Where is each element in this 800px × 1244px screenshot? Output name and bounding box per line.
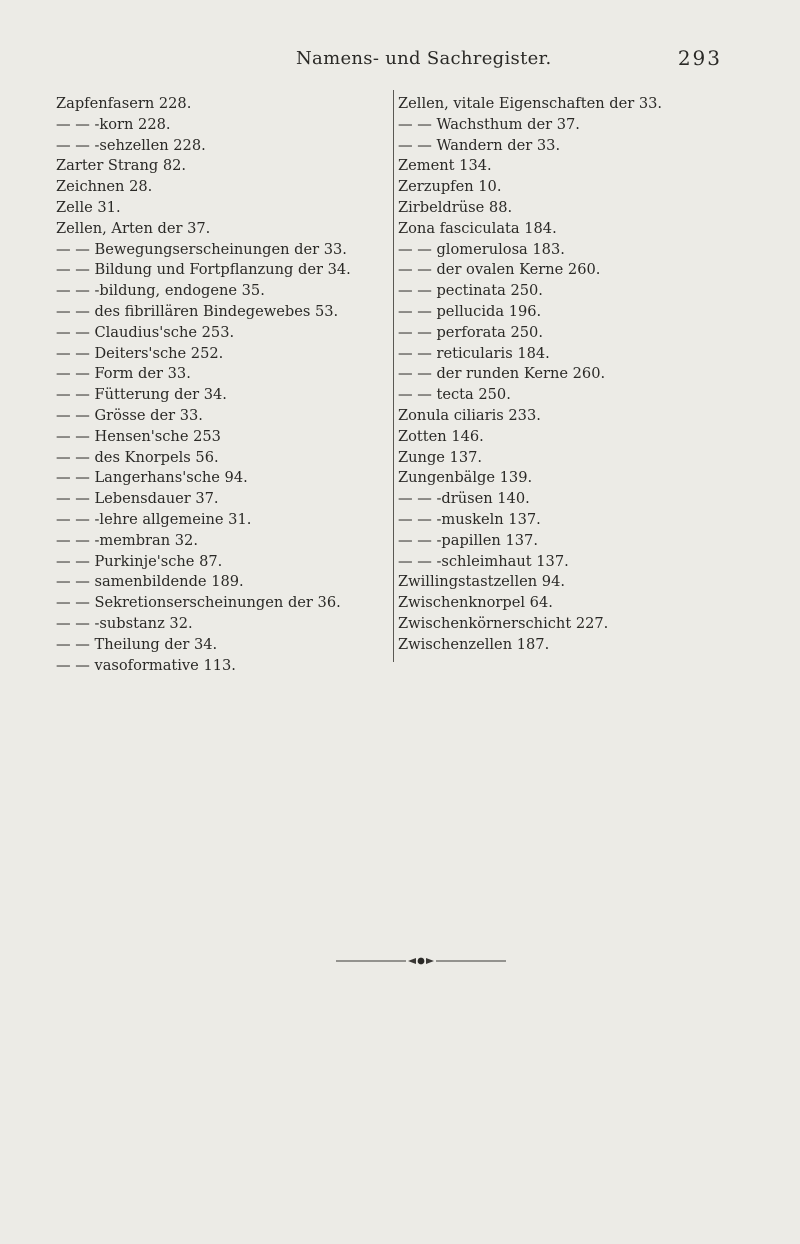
ornament-arrow-left xyxy=(408,958,416,964)
index-entry: — — des fibrillären Bindegewebes 53. xyxy=(56,302,339,320)
running-title: Namens- und Sachregister. xyxy=(296,48,552,69)
column-divider xyxy=(393,90,394,662)
index-entry: Zapfenfasern 228. xyxy=(56,95,192,112)
index-entry: — — -papillen 137. xyxy=(398,531,538,549)
index-entry: Zerzupfen 10. xyxy=(398,178,502,196)
index-entry: — — -lehre allgemeine 31. xyxy=(56,510,252,528)
index-entry: — — -membran 32. xyxy=(56,531,198,549)
index-column-left xyxy=(56,94,386,676)
index-entry: — — -schleimhaut 137. xyxy=(398,552,569,570)
index-entry: — — Fütterung der 34. xyxy=(56,386,227,404)
index-entry: — — Deiters'sche 252. xyxy=(56,344,224,362)
index-entry: Zellen, vitale Eigenschaften der 33. xyxy=(398,95,663,112)
index-entry: — — Lebensdauer 37. xyxy=(56,490,219,508)
index-entry: — — -bildung, endogene 35. xyxy=(56,282,265,300)
index-entry: — — reticularis 184. xyxy=(398,344,550,362)
index-entry: Zwischenkörnerschicht 227. xyxy=(398,614,609,632)
index-entry: — — -muskeln 137. xyxy=(398,510,541,528)
index-entry: — — samenbildende 189. xyxy=(56,573,244,591)
index-entry: — — der runden Kerne 260. xyxy=(398,365,606,383)
index-entry: — — vasoformative 113. xyxy=(56,656,236,674)
index-entry: — — Wandern der 33. xyxy=(398,136,561,154)
index-entry: — — pectinata 250. xyxy=(398,282,543,300)
page-number: 293 xyxy=(677,46,722,70)
index-entry: Zotten 146. xyxy=(398,427,484,445)
index-entry: — — tecta 250. xyxy=(398,386,511,404)
index-entry: — — -korn 228. xyxy=(56,115,171,133)
index-entry: Zellen, Arten der 37. xyxy=(56,219,211,237)
index-entry: — — Purkinje'sche 87. xyxy=(56,552,223,570)
index-entry: Zunge 137. xyxy=(398,448,483,466)
index-entry: — — Claudius'sche 253. xyxy=(56,323,235,341)
index-entry: — — Hensen'sche 253 xyxy=(56,427,221,445)
index-entry: Zeichnen 28. xyxy=(56,178,153,196)
index-entry: Zwillingstastzellen 94. xyxy=(398,573,565,591)
index-entry: — — Bewegungserscheinungen der 33. xyxy=(56,240,347,258)
index-entry: — — Form der 33. xyxy=(56,365,191,383)
index-entry: — — -substanz 32. xyxy=(56,614,193,632)
index-entry: Zirbeldrüse 88. xyxy=(398,198,513,216)
index-entry: Zelle 31. xyxy=(56,198,121,216)
index-entry: Zwischenknorpel 64. xyxy=(398,594,553,612)
index-entry: Zungenbälge 139. xyxy=(398,469,533,487)
index-entry: — — Langerhans'sche 94. xyxy=(56,469,248,487)
ornament-arrow-right xyxy=(426,958,434,964)
index-entry: — — der ovalen Kerne 260. xyxy=(398,261,601,279)
index-entry: — — Bildung und Fortpflanzung der 34. xyxy=(56,261,351,279)
index-entry: — — Sekretionserscheinungen der 36. xyxy=(56,594,341,612)
index-entry: Zwischenzellen 187. xyxy=(398,635,550,653)
index-entry: Zement 134. xyxy=(398,157,492,175)
index-entry: — — pellucida 196. xyxy=(398,302,542,320)
index-entry: — — des Knorpels 56. xyxy=(56,448,219,466)
index-entry: Zona fasciculata 184. xyxy=(398,219,557,237)
ornament-dot xyxy=(418,958,425,965)
index-entry: Zonula ciliaris 233. xyxy=(398,406,541,424)
index-entry: — — Grösse der 33. xyxy=(56,406,203,424)
index-entry: — — Theilung der 34. xyxy=(56,635,218,653)
index-entry: — — Wachsthum der 37. xyxy=(398,115,580,133)
index-column-right xyxy=(398,94,738,656)
end-ornament xyxy=(336,955,506,967)
index-entry: — — glomerulosa 183. xyxy=(398,240,565,258)
page-header xyxy=(0,46,800,76)
index-entry: Zarter Strang 82. xyxy=(56,157,187,175)
index-entry: — — -sehzellen 228. xyxy=(56,136,206,154)
index-entry: — — perforata 250. xyxy=(398,323,543,341)
index-entry: — — -drüsen 140. xyxy=(398,490,530,508)
